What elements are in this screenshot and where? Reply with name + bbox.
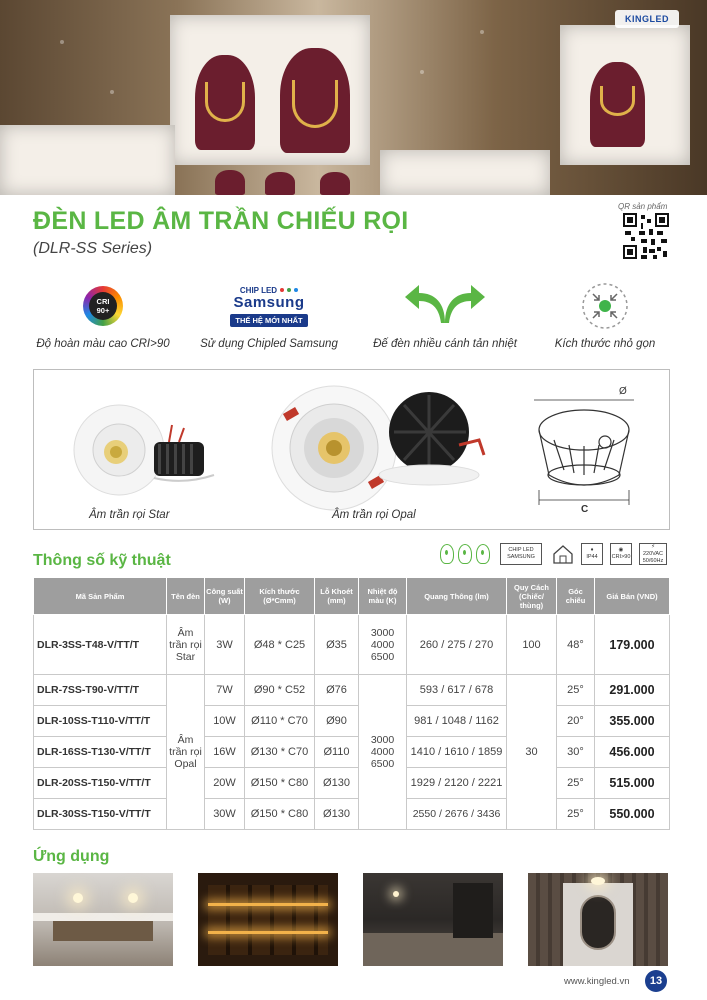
- cell-pack: 30: [507, 675, 557, 830]
- application-section-title: Ứng dụng: [33, 848, 110, 865]
- col-header: Mã Sản Phẩm: [34, 578, 167, 615]
- opal-lamp-image: [272, 386, 484, 510]
- cell-power: 16W: [205, 737, 245, 768]
- cell-size: Ø90 * C52: [245, 675, 315, 706]
- cell-power: 10W: [205, 706, 245, 737]
- cri-badge-bottom: 90+: [96, 306, 110, 315]
- cell-hole: Ø35: [315, 615, 359, 675]
- samsung-chip-icon: [230, 286, 307, 327]
- table-row: [34, 615, 670, 675]
- cell-angle: 25°: [557, 675, 595, 706]
- cert-cri-label: CRI>90: [611, 554, 631, 560]
- cell-cct: 3000 4000 6500: [359, 675, 407, 830]
- hero-speck: [480, 30, 484, 34]
- samsung-cert-icon: [500, 542, 542, 566]
- page-subtitle: (DLR-SS Series): [33, 240, 153, 257]
- hero-shelf: [0, 125, 175, 195]
- indoor-icon: [552, 542, 574, 566]
- generation-label: THẾ HỆ MỚI NHẤT: [230, 314, 307, 327]
- jewelry-bust: [320, 172, 350, 195]
- hero-speck: [420, 70, 424, 74]
- cell-angle: 25°: [557, 799, 595, 830]
- cell-flux: 981 / 1048 / 1162: [407, 706, 507, 737]
- spec-table: [33, 577, 670, 830]
- necklace: [600, 86, 635, 116]
- qr-code-icon[interactable]: [623, 213, 669, 259]
- cell-name: Âm trần rọi Star: [167, 615, 205, 675]
- qr-label: QR sản phẩm: [618, 202, 668, 211]
- cell-angle: 48°: [557, 615, 595, 675]
- cell-angle: 25°: [557, 768, 595, 799]
- cell-code: DLR-16SS-T130-V/TT/T: [34, 737, 167, 768]
- cell-code: DLR-3SS-T48-V/TT/T: [34, 615, 167, 675]
- feature-heatsink: [360, 280, 530, 350]
- cell-hole: Ø90: [315, 706, 359, 737]
- cri-badge-top: CRI: [96, 297, 110, 306]
- application-photo: [528, 873, 668, 966]
- col-header: Giá Bán (VND): [595, 578, 670, 615]
- cell-flux: 593 / 617 / 678: [407, 675, 507, 706]
- cell-hole: Ø76: [315, 675, 359, 706]
- table-row: [34, 768, 670, 799]
- cell-angle: 30°: [557, 737, 595, 768]
- eco-icon: [476, 542, 490, 566]
- cell-size: Ø130 * C70: [245, 737, 315, 768]
- col-header: Công suất (W): [205, 578, 245, 615]
- cell-flux: 2550 / 2676 / 3436: [407, 799, 507, 830]
- hero-speck: [110, 90, 114, 94]
- feature-samsung: [184, 280, 354, 350]
- cell-hole: Ø130: [315, 768, 359, 799]
- table-row: [34, 799, 670, 830]
- hero-shelf: [380, 150, 550, 195]
- chip-label: CHIP LED: [239, 285, 278, 295]
- feature-caption: Độ hoàn màu cao CRI>90: [36, 338, 170, 350]
- brand-logo: KINGLED: [615, 10, 679, 28]
- cri-badge-icon: [83, 286, 123, 326]
- cert-voltage-label: 220VAC 50/60Hz: [642, 550, 664, 564]
- product-caption-opal: Âm trần rọi Opal: [332, 509, 416, 521]
- cell-price: 456.000: [595, 737, 670, 768]
- samsung-brand-label: Samsung: [233, 293, 305, 311]
- cell-price: 515.000: [595, 768, 670, 799]
- page-number: 13: [645, 970, 667, 992]
- hero-banner: [0, 0, 707, 195]
- page-title: ĐÈN LED ÂM TRẦN CHIẾU RỌI: [33, 207, 409, 235]
- voltage-icon: ⚡ 220VAC 50/60Hz: [639, 542, 667, 566]
- jewelry-bust: [265, 172, 295, 195]
- cell-code: DLR-30SS-T150-V/TT/T: [34, 799, 167, 830]
- col-header: Tên đèn: [167, 578, 205, 615]
- cell-power: 7W: [205, 675, 245, 706]
- feature-compact: [520, 280, 690, 350]
- cert-ip-label: IP44: [586, 554, 598, 560]
- diagram-label-diameter: Ø: [619, 386, 627, 397]
- product-illustration: [34, 370, 671, 531]
- diagram-label-height: C: [581, 504, 589, 515]
- application-photo: [198, 873, 338, 966]
- col-header: Quang Thông (lm): [407, 578, 507, 615]
- cell-flux: 1929 / 2120 / 2221: [407, 768, 507, 799]
- jewelry-bust: [215, 170, 245, 195]
- cell-cct: 3000 4000 6500: [359, 615, 407, 675]
- col-header: Góc chiếu: [557, 578, 595, 615]
- cell-code: DLR-20SS-T150-V/TT/T: [34, 768, 167, 799]
- cell-flux: 260 / 275 / 270: [407, 615, 507, 675]
- col-header: Kích thước (Ø*Cmm): [245, 578, 315, 615]
- cell-size: Ø48 * C25: [245, 615, 315, 675]
- cri-cert-icon: ◉ CRI>90: [610, 542, 632, 566]
- cert-chip-label: CHIP LED: [508, 547, 534, 553]
- cert-chip-brand: SAMSUNG: [507, 554, 535, 560]
- spec-section-title: Thông số kỹ thuật: [33, 552, 171, 569]
- cell-code: DLR-7SS-T90-V/TT/T: [34, 675, 167, 706]
- eco-icon: [440, 542, 454, 566]
- col-header: Quy Cách (Chiếc/ thùng): [507, 578, 557, 615]
- rotate-arrows-icon: [403, 285, 487, 327]
- cell-price: 291.000: [595, 675, 670, 706]
- cell-size: Ø150 * C80: [245, 799, 315, 830]
- application-photo: [363, 873, 503, 966]
- cell-size: Ø150 * C80: [245, 768, 315, 799]
- cell-price: 179.000: [595, 615, 670, 675]
- application-photo: [33, 873, 173, 966]
- col-header: Nhiệt độ màu (K): [359, 578, 407, 615]
- product-image-box: [33, 369, 670, 530]
- star-lamp-image: [74, 405, 214, 495]
- ip-rating-icon: ♦ IP44: [581, 542, 603, 566]
- table-row: [34, 706, 670, 737]
- hero-speck: [60, 40, 64, 44]
- cell-size: Ø110 * C70: [245, 706, 315, 737]
- cell-flux: 1410 / 1610 / 1859: [407, 737, 507, 768]
- feature-caption: Sử dụng Chipled Samsung: [200, 338, 338, 350]
- footer-website-link[interactable]: www.kingled.vn: [564, 976, 630, 987]
- necklace: [205, 82, 245, 122]
- dimension-diagram: [534, 400, 634, 505]
- cell-power: 20W: [205, 768, 245, 799]
- cell-angle: 20°: [557, 706, 595, 737]
- compact-size-icon: [581, 282, 629, 330]
- cell-hole: Ø110: [315, 737, 359, 768]
- cell-name: Âm trần rọi Opal: [167, 675, 205, 830]
- cell-price: 550.000: [595, 799, 670, 830]
- feature-caption: Đế đèn nhiều cánh tản nhiệt: [373, 338, 517, 350]
- cell-power: 30W: [205, 799, 245, 830]
- necklace: [292, 80, 338, 128]
- cell-pack: 100: [507, 615, 557, 675]
- table-header-row: [34, 578, 670, 615]
- product-caption-star: Âm trần rọi Star: [89, 509, 170, 521]
- feature-cri: [18, 280, 188, 350]
- cell-price: 355.000: [595, 706, 670, 737]
- table-row: [34, 737, 670, 768]
- cell-code: DLR-10SS-T110-V/TT/T: [34, 706, 167, 737]
- table-row: [34, 675, 670, 706]
- col-header: Lỗ Khoét (mm): [315, 578, 359, 615]
- feature-caption: Kích thước nhỏ gọn: [554, 338, 656, 350]
- cell-hole: Ø130: [315, 799, 359, 830]
- eco-icon: [458, 542, 472, 566]
- cell-power: 3W: [205, 615, 245, 675]
